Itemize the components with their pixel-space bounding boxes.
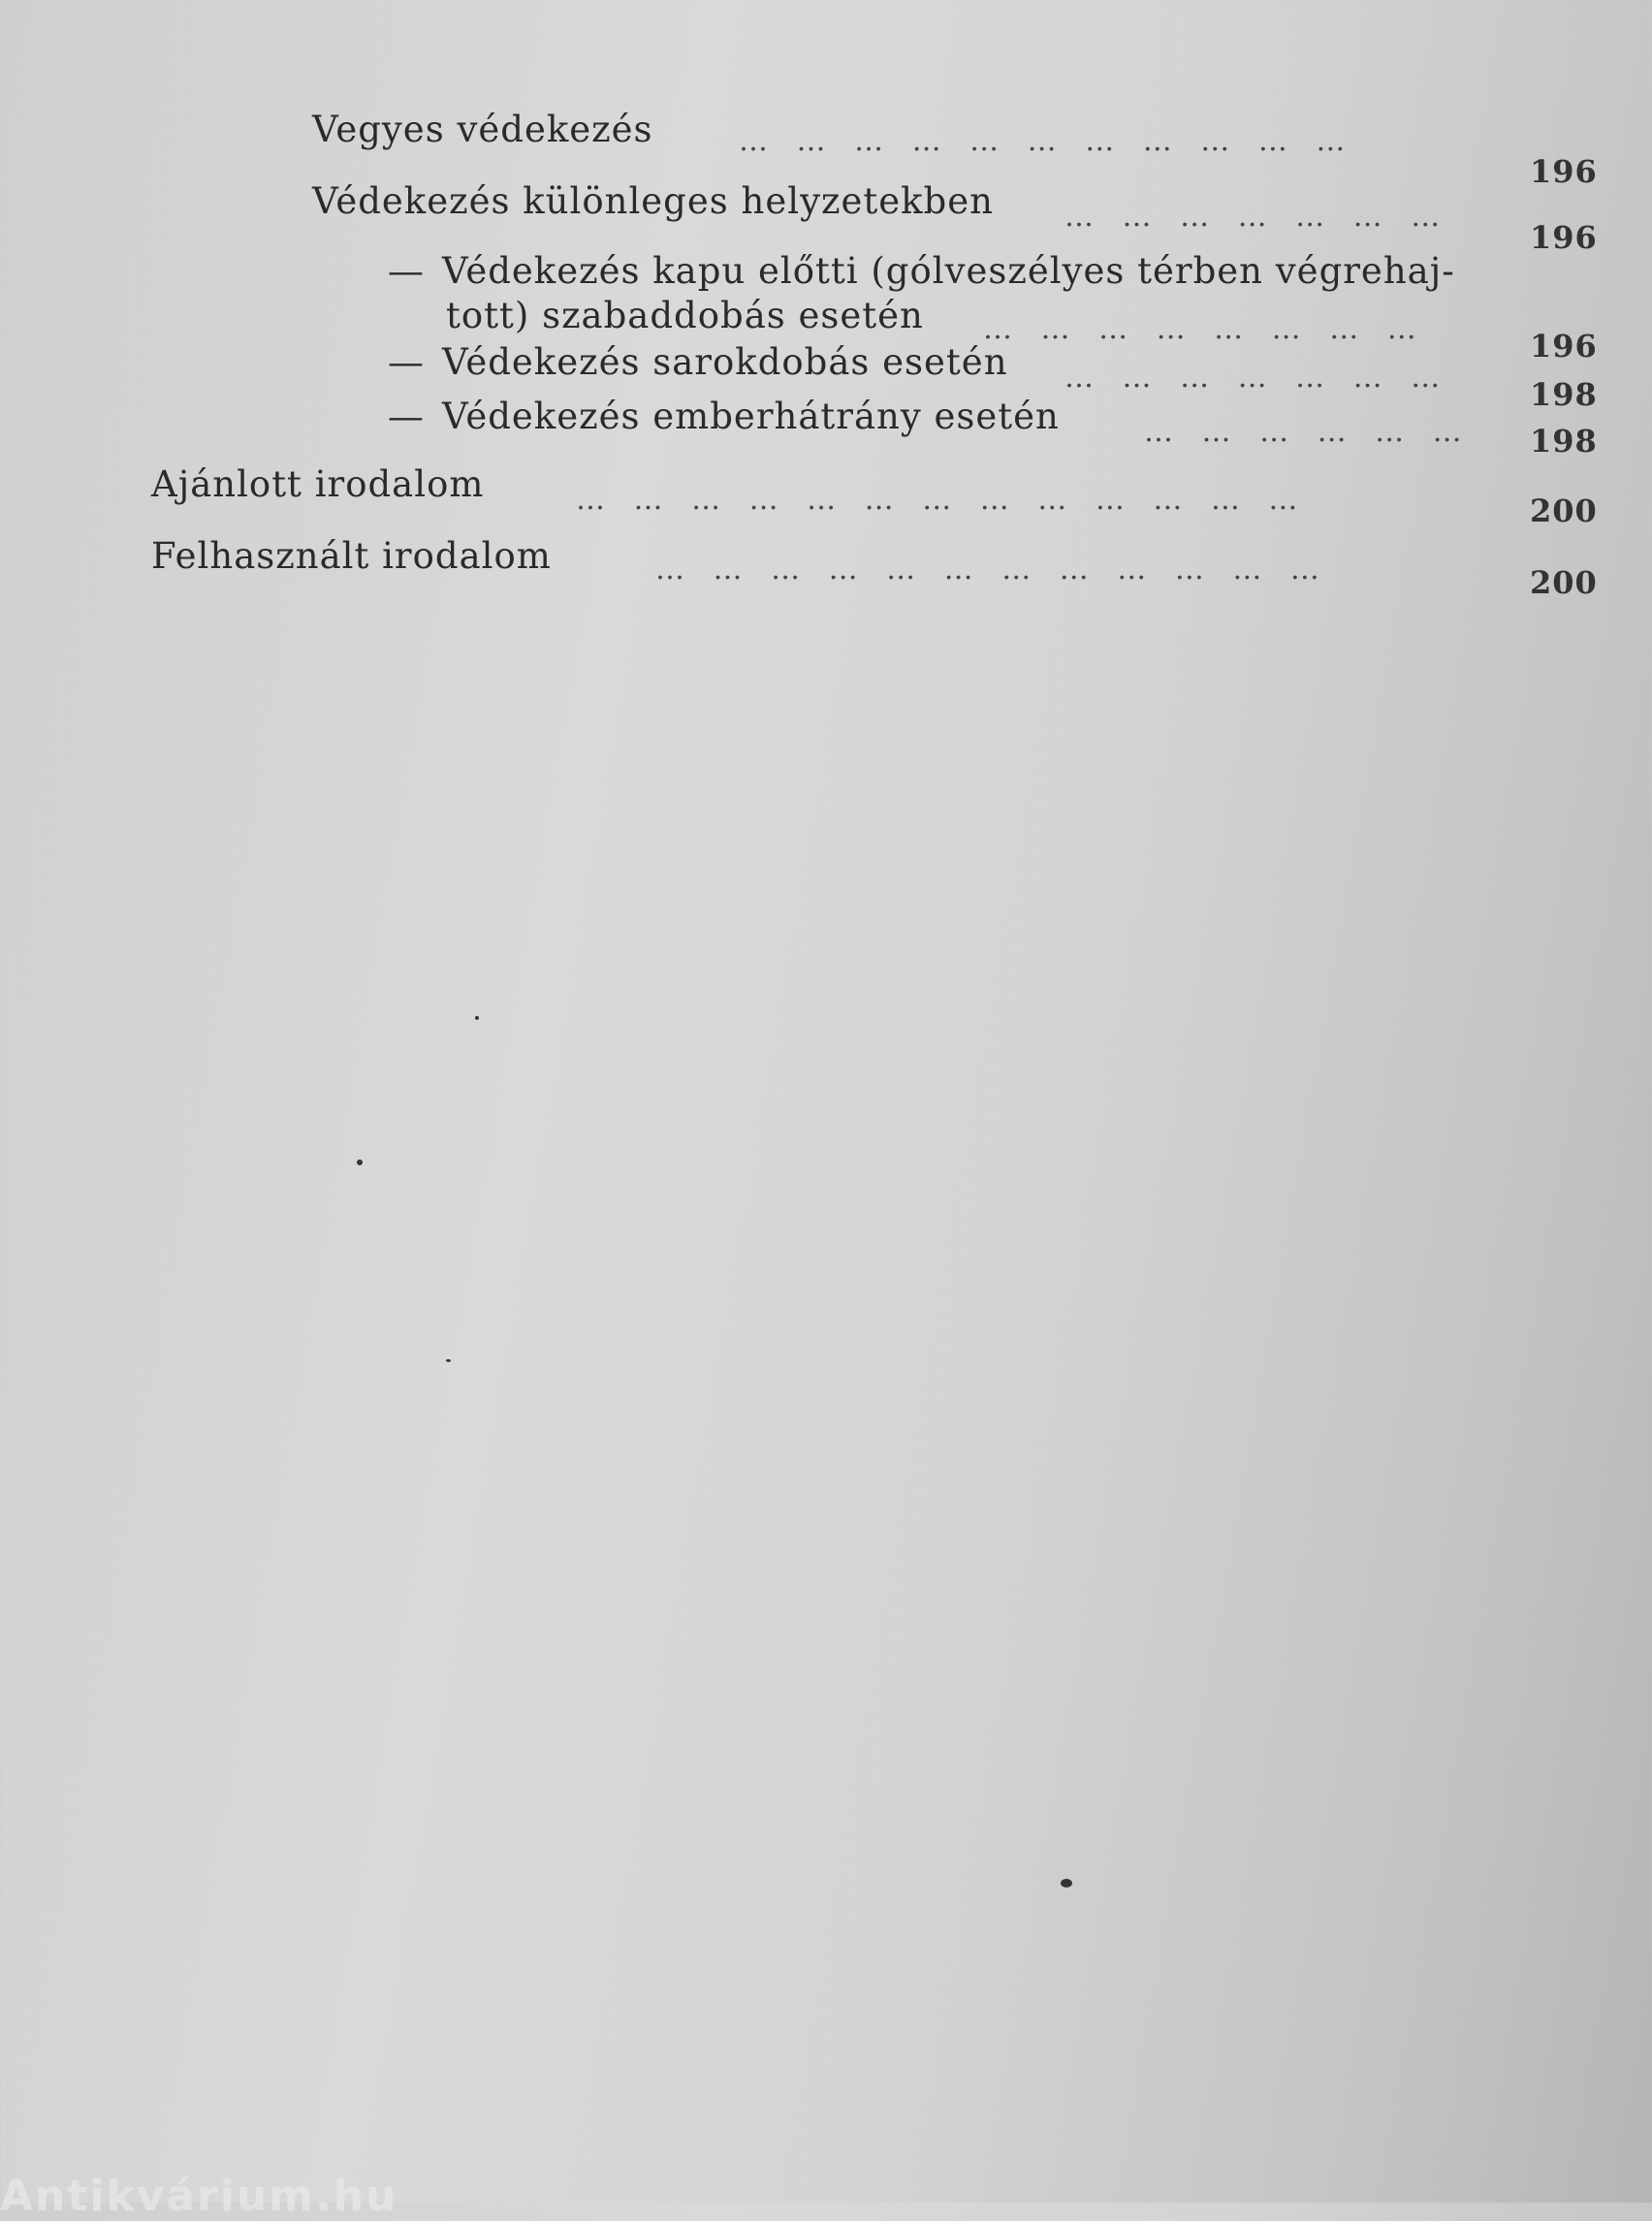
dot-leader: … … … … … … … … … … … … … xyxy=(576,483,1308,517)
paper-speck xyxy=(475,1016,479,1020)
toc-page-number: 198 xyxy=(1530,376,1598,413)
paper-speck xyxy=(357,1159,363,1165)
toc-page-number: 196 xyxy=(1530,153,1598,190)
dot-leader: … … … … … … xyxy=(1144,415,1472,449)
toc-entry xyxy=(151,463,484,505)
dot-leader: … … … … … … … xyxy=(1064,200,1450,234)
toc-entry xyxy=(151,535,552,577)
toc-entry-title: Védekezés sarokdobás esetén xyxy=(442,341,1008,383)
toc-entry-title: Védekezés kapu előtti (gólveszélyes térben végrehaj- xyxy=(442,250,1455,292)
toc-entry-title: tott) szabaddobás esetén xyxy=(446,295,924,336)
toc-subentry xyxy=(388,250,1455,292)
toc-entry-title: Védekezés különleges helyzetekben xyxy=(312,180,994,222)
toc-subentry xyxy=(388,396,1060,437)
toc-entry xyxy=(312,180,994,222)
dot-leader: … … … … … … … … xyxy=(983,312,1426,346)
paper-speck xyxy=(446,1359,451,1362)
dot-leader: … … … … … … … … … … … xyxy=(739,124,1355,158)
dot-leader: … … … … … … … … … … … … xyxy=(655,553,1329,587)
toc-entry-title: Védekezés emberhátrány esetén xyxy=(442,396,1060,437)
toc-subentry xyxy=(388,341,1008,383)
toc-page-number: 200 xyxy=(1530,492,1598,529)
toc-dash: — xyxy=(388,341,425,383)
toc-entry-title: Felhasznált irodalom xyxy=(151,535,552,577)
toc-entry-title: Ajánlott irodalom xyxy=(151,463,485,505)
paper-speck xyxy=(1061,1879,1072,1888)
toc-page-number: 196 xyxy=(1530,219,1598,256)
toc-page-number: 196 xyxy=(1530,328,1598,365)
toc-entry-title: Vegyes védekezés xyxy=(312,109,653,150)
toc-dash: — xyxy=(388,396,425,437)
toc-subentry-continuation xyxy=(446,295,924,336)
watermark: Antikvárium.hu xyxy=(0,2172,398,2221)
toc-dash: — xyxy=(388,250,425,292)
toc-page-number: 200 xyxy=(1530,564,1598,601)
toc-page-number: 198 xyxy=(1530,423,1598,460)
toc-entry xyxy=(312,109,653,150)
dot-leader: … … … … … … … xyxy=(1064,361,1450,395)
